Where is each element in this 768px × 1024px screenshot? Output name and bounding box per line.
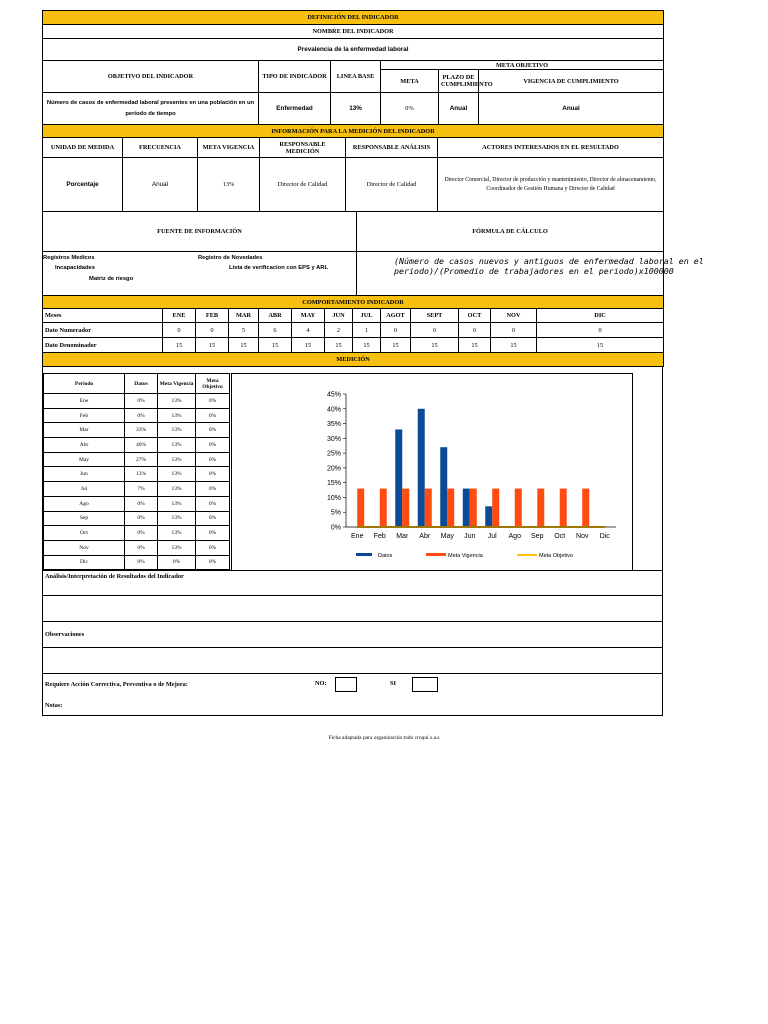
- accion-label: Requiere Acción Correctiva, Preventiva o de Mejora:: [45, 681, 188, 689]
- numerador-cell: 0: [381, 323, 411, 338]
- meta-objetivo-cell: 0%: [196, 482, 230, 497]
- periodo-cell: Dic: [44, 555, 125, 570]
- resp-analisis-value: Director de Calidad: [346, 158, 438, 212]
- y-tick-label: 40%: [326, 406, 341, 414]
- table-row: [44, 482, 230, 497]
- y-tick-label: 0%: [330, 524, 341, 532]
- datos-cell: 7%: [125, 482, 158, 497]
- linea-base-header: LINEA BASE: [331, 61, 381, 93]
- fuente-values: [43, 252, 357, 296]
- datos-cell: 0%: [125, 408, 158, 423]
- fuente-formula-table: [42, 211, 704, 296]
- denominador-cell: 15: [292, 338, 325, 353]
- section-comportamiento: COMPORTAMIENTO INDICADOR: [43, 296, 664, 309]
- meta-header: META: [381, 70, 439, 93]
- meses-cell: FEB: [196, 309, 229, 323]
- datos-header: Datos: [125, 374, 158, 394]
- bar-meta-vigencia: [470, 489, 477, 527]
- information-table: [42, 124, 664, 212]
- si-label: SI: [390, 680, 396, 687]
- bar-meta-vigencia: [447, 489, 454, 527]
- meses-cell: AGOT: [381, 309, 411, 323]
- medicion-table: [43, 373, 230, 570]
- bar-datos: [485, 506, 492, 527]
- datos-cell: 0%: [125, 394, 158, 409]
- plazo-header: PLAZO DE CUMPLIMIENTO: [439, 70, 479, 93]
- periodo-cell: Ago: [44, 496, 125, 511]
- meta-vigencia-cell: 13%: [158, 526, 196, 541]
- fuente-4: Lista de verificacion con EPS y ARL: [229, 265, 329, 271]
- datos-cell: 0%: [125, 511, 158, 526]
- observaciones-label: Observaciones: [43, 622, 663, 648]
- table-row: [44, 496, 230, 511]
- x-tick-label: Abr: [419, 533, 431, 540]
- datos-cell: 33%: [125, 423, 158, 438]
- nombre-label: NOMBRE DEL INDICADOR: [43, 25, 664, 39]
- bar-meta-vigencia: [515, 489, 522, 527]
- numerador-cell: 1: [353, 323, 381, 338]
- datos-cell: 13%: [125, 467, 158, 482]
- y-tick-label: 45%: [326, 391, 341, 399]
- meta-vigencia-cell: 13%: [158, 482, 196, 497]
- fuente-header: FUENTE DE INFORMACIÓN: [43, 212, 357, 252]
- section-medicion: MEDICIÓN: [43, 353, 664, 367]
- tipo-value: Enfermedad: [259, 93, 331, 125]
- y-tick-label: 30%: [326, 435, 341, 443]
- bar-meta-vigencia: [492, 489, 499, 527]
- meta-objetivo-header: META OBJETIVO: [381, 61, 664, 70]
- denominador-cell: 15: [163, 338, 196, 353]
- observaciones-field[interactable]: [43, 648, 663, 674]
- y-tick-label: 5%: [330, 509, 341, 517]
- bar-datos: [440, 447, 447, 527]
- legend-swatch-meta-vigencia: [426, 553, 446, 556]
- denominador-cell: 15: [196, 338, 229, 353]
- objetivo-value: Número de casos de enfermedad laboral presentes en una población en un periodo de tiempo: [43, 93, 259, 125]
- meses-cell: JUL: [353, 309, 381, 323]
- linea-value: 13%: [331, 93, 381, 125]
- bar-meta-vigencia: [582, 489, 589, 527]
- bar-meta-vigencia: [380, 489, 387, 527]
- periodo-cell: Jul: [44, 482, 125, 497]
- datos-cell: 0%: [125, 526, 158, 541]
- notas-label: Notas:: [43, 696, 663, 716]
- no-checkbox[interactable]: [335, 677, 357, 692]
- numerador-cell: 0: [459, 323, 491, 338]
- denominador-label: Dato Denominador: [43, 338, 163, 353]
- meta-vigencia-cell: 13%: [158, 511, 196, 526]
- table-row: [44, 408, 230, 423]
- periodo-cell: Jun: [44, 467, 125, 482]
- meta-objetivo-cell: 0%: [196, 511, 230, 526]
- bar-meta-vigencia: [537, 489, 544, 527]
- numerador-cell: 0: [411, 323, 459, 338]
- meta-vigencia-cell: 13%: [158, 408, 196, 423]
- table-row: [44, 511, 230, 526]
- numerador-cell: 2: [325, 323, 353, 338]
- denominador-cell: 15: [411, 338, 459, 353]
- denominador-cell: 15: [259, 338, 292, 353]
- meta-objetivo-cell: 0%: [196, 467, 230, 482]
- analisis-label: Análisis/Interpretación de Resultados del Indicador: [43, 571, 663, 596]
- datos-cell: 0%: [125, 496, 158, 511]
- section-definicion: DEFINICIÓN DEL INDICADOR: [43, 11, 664, 25]
- meses-cell: ABR: [259, 309, 292, 323]
- objetivo-header: OBJETIVO DEL INDICADOR: [43, 61, 259, 93]
- tipo-header: TIPO DE INDICADOR: [259, 61, 331, 93]
- denominador-cell: 15: [381, 338, 411, 353]
- x-tick-label: Sep: [531, 533, 544, 540]
- vigencia-value: Anual: [479, 93, 664, 125]
- meta-objetivo-cell: 0%: [196, 526, 230, 541]
- numerador-label: Dato Numerador: [43, 323, 163, 338]
- meta-vigencia-value: 13%: [198, 158, 260, 212]
- x-tick-label: Mar: [396, 533, 409, 540]
- formula-line-1: (Número de casos nuevos y antiguos de enfermedad laboral en el: [394, 256, 704, 266]
- denominador-cell: 15: [353, 338, 381, 353]
- table-row: [44, 540, 230, 555]
- meses-cell: NOV: [491, 309, 537, 323]
- numerador-cell: 5: [229, 323, 259, 338]
- table-row: [44, 438, 230, 453]
- resp-medicion-value: Director de Calidad: [260, 158, 346, 212]
- fuente-2: Registro de Novedades: [198, 255, 263, 261]
- denominador-cell: 15: [537, 338, 664, 353]
- meta-objetivo-cell: 0%: [196, 540, 230, 555]
- meses-cell: OCT: [459, 309, 491, 323]
- fuente-1: Registros Medicos: [43, 255, 95, 261]
- denominador-cell: 15: [459, 338, 491, 353]
- meta-objetivo-cell: 0%: [196, 394, 230, 409]
- meta-objetivo-col-header: Meta Objetivo: [196, 374, 230, 394]
- datos-cell: 40%: [125, 438, 158, 453]
- table-row: [44, 526, 230, 541]
- numerador-cell: 6: [259, 323, 292, 338]
- legend-label-meta-vigencia: Meta Vigencia: [448, 553, 483, 559]
- x-tick-label: Oct: [554, 533, 566, 540]
- y-tick-label: 10%: [326, 494, 341, 502]
- no-label: NO:: [315, 680, 327, 687]
- meta-vigencia-cell: 13%: [158, 496, 196, 511]
- meses-cell: JUN: [325, 309, 353, 323]
- periodo-header: Periodo: [44, 374, 125, 394]
- meta-objetivo-cell: 0%: [196, 496, 230, 511]
- denominador-cell: 15: [229, 338, 259, 353]
- meses-cell: SEPT: [411, 309, 459, 323]
- frecuencia-value: Anual: [123, 158, 198, 212]
- bar-meta-vigencia: [425, 489, 432, 527]
- bar-meta-vigencia: [560, 489, 567, 527]
- meta-vigencia-cell: 13%: [158, 467, 196, 482]
- bar-meta-vigencia: [402, 489, 409, 527]
- meta-vigencia-cell: 13%: [158, 394, 196, 409]
- y-tick-label: 15%: [326, 480, 341, 488]
- meses-cell: MAY: [292, 309, 325, 323]
- formula-header: FÓRMULA DE CÁLCULO: [357, 212, 664, 252]
- medicion-area: [42, 367, 663, 571]
- indicator-sheet: [42, 10, 704, 716]
- table-row: [44, 555, 230, 570]
- x-tick-label: May: [440, 533, 454, 540]
- unidad-header: UNIDAD DE MEDIDA: [43, 138, 123, 158]
- vigencia-header: VIGENCIA DE CUMPLIMIENTO: [479, 70, 664, 93]
- meta-vigencia-cell: 13%: [158, 452, 196, 467]
- actores-value: Director Comercial, Director de producción y mantenimiento, Director de almacenamiento, Coordinador de Gestión Humana y Director de Calidad: [438, 158, 664, 212]
- meses-cell: MAR: [229, 309, 259, 323]
- periodo-cell: Ene: [44, 394, 125, 409]
- denominador-cell: 15: [491, 338, 537, 353]
- numerador-cell: 4: [292, 323, 325, 338]
- formula-line-2: periodo)/(Promedio de trabajadores en el periodo)x100000: [394, 266, 674, 276]
- datos-cell: 0%: [125, 555, 158, 570]
- x-tick-label: Ago: [508, 533, 521, 540]
- datos-cell: 0%: [125, 540, 158, 555]
- bar-datos: [463, 489, 470, 527]
- unidad-value: Porcentaje: [43, 158, 123, 212]
- periodo-cell: Abr: [44, 438, 125, 453]
- periodo-cell: Mar: [44, 423, 125, 438]
- resp-medicion-header: RESPONSABLE MEDICIÓN: [260, 138, 346, 158]
- meta-vigencia-cell: 13%: [158, 540, 196, 555]
- meta-vigencia-cell: 0%: [158, 555, 196, 570]
- resp-analisis-header: RESPONSABLE ANÁLISIS: [346, 138, 438, 158]
- numerador-cell: 0: [491, 323, 537, 338]
- table-row: [44, 467, 230, 482]
- comportamiento-table: [42, 295, 664, 367]
- y-tick-label: 25%: [326, 450, 341, 458]
- legend-label-meta-objetivo: Meta Objetivo: [539, 553, 573, 559]
- periodo-cell: Nov: [44, 540, 125, 555]
- legend-label-datos: Datos: [378, 553, 393, 559]
- plazo-value: Anual: [439, 93, 479, 125]
- bar-datos: [418, 409, 425, 527]
- meta-vigencia-cell: 13%: [158, 423, 196, 438]
- legend-swatch-datos: [356, 553, 372, 556]
- analisis-field[interactable]: [43, 596, 663, 622]
- numerador-cell: 0: [163, 323, 196, 338]
- x-tick-label: Nov: [576, 533, 589, 540]
- meses-label: Meses: [43, 309, 163, 323]
- table-row: [44, 452, 230, 467]
- meta-vigencia-header: META VIGENCIA: [198, 138, 260, 158]
- datos-cell: 27%: [125, 452, 158, 467]
- fuente-3: Incapacidades: [55, 265, 95, 271]
- footer-note: Ficha adaptada para organización todo croqui s.a.s: [328, 735, 440, 741]
- meta-value: 0%: [381, 93, 439, 125]
- definition-table: [42, 10, 664, 125]
- meses-cell: DIC: [537, 309, 664, 323]
- actores-header: ACTORES INTERESADOS EN EL RESULTADO: [438, 138, 664, 158]
- denominador-cell: 15: [325, 338, 353, 353]
- bar-meta-vigencia: [357, 489, 364, 527]
- table-row: [44, 394, 230, 409]
- periodo-cell: May: [44, 452, 125, 467]
- accion-row: [43, 674, 663, 696]
- x-tick-label: Ene: [351, 533, 364, 540]
- meta-objetivo-cell: 0%: [196, 452, 230, 467]
- medicion-chart: [231, 373, 633, 571]
- x-tick-label: Jun: [464, 533, 476, 540]
- x-tick-label: Dic: [599, 533, 610, 540]
- y-tick-label: 35%: [326, 421, 341, 429]
- bar-datos: [395, 429, 402, 527]
- meses-cell: ENE: [163, 309, 196, 323]
- meta-objetivo-cell: 0%: [196, 438, 230, 453]
- x-tick-label: Jul: [487, 533, 497, 540]
- meta-vigencia-col-header: Meta Vigencia: [158, 374, 196, 394]
- y-tick-label: 20%: [326, 465, 341, 473]
- fuente-5: Matriz de riesgo: [89, 276, 134, 282]
- meta-objetivo-cell: 0%: [196, 423, 230, 438]
- periodo-cell: Oct: [44, 526, 125, 541]
- periodo-cell: Sep: [44, 511, 125, 526]
- meta-objetivo-cell: 0%: [196, 555, 230, 570]
- formula-value: [357, 252, 704, 296]
- periodo-cell: Feb: [44, 408, 125, 423]
- section-informacion: INFORMACIÓN PARA LA MEDICIÓN DEL INDICADOR: [43, 125, 664, 138]
- frecuencia-header: FRECUENCIA: [123, 138, 198, 158]
- nombre-value: Prevalencia de la enfermedad laboral: [43, 39, 664, 61]
- numerador-cell: 0: [196, 323, 229, 338]
- bottom-table: [42, 570, 663, 716]
- si-checkbox[interactable]: [412, 677, 438, 692]
- legend-swatch-meta-objetivo: [517, 554, 537, 556]
- x-tick-label: Feb: [373, 533, 386, 540]
- table-row: [44, 423, 230, 438]
- meta-objetivo-cell: 0%: [196, 408, 230, 423]
- numerador-cell: 0: [537, 323, 664, 338]
- meta-vigencia-cell: 13%: [158, 438, 196, 453]
